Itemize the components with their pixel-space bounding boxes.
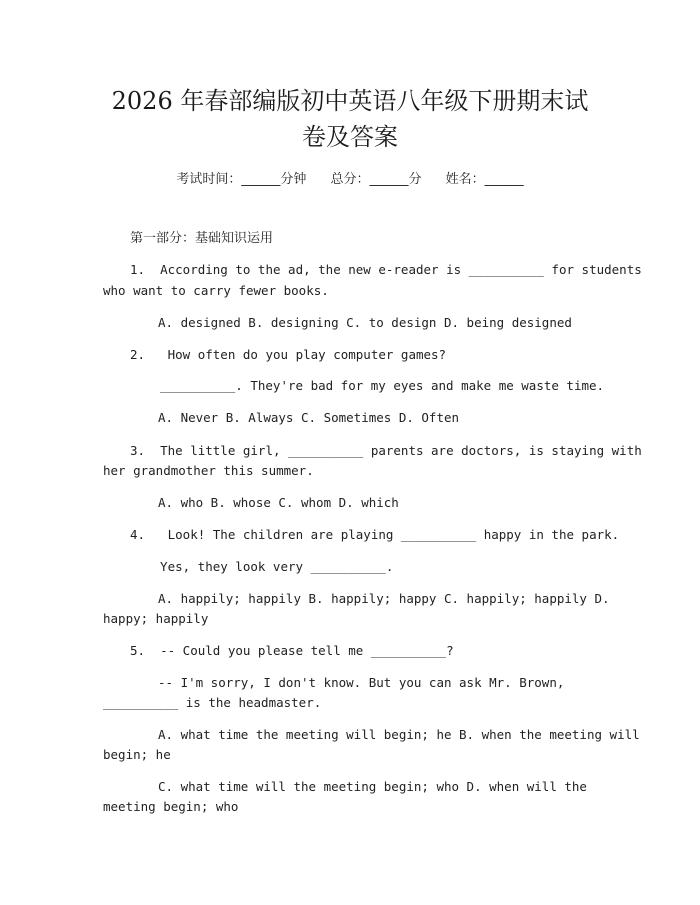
question-5-line-1: 5. -- Could you please tell me __________? [130,643,454,658]
question-1-options: A. designed B. designing C. to design D. being designed [158,315,572,330]
exam-time-field: 考试时间：______分钟 [176,172,307,187]
question-3-options: A. who B. whose C. whom D. which [158,495,399,510]
question-4-line-2: Yes, they look very __________. [145,559,394,574]
exam-score-field: 总分：______分 [330,172,422,187]
student-name-field: 姓名：______ [445,172,524,187]
section-heading: 第一部分：基础知识运用 [130,231,274,246]
exam-info-line [0,168,700,187]
question-2-options: A. Never B. Always C. Sometimes D. Often [158,410,460,425]
question-5-line-2: -- I'm sorry, I don't know. But you can ask Mr. Brown, [158,675,565,690]
exam-title-line-2: 卷及答案 [302,123,398,151]
question-3-line-2: her grandmother this summer. [103,463,314,478]
question-4-line-1: 4. Look! The children are playing __________ happy in the park. [130,527,620,542]
question-5-options-line-3: C. what time will the meeting begin; who D. when will the [158,779,587,794]
question-5-options-line-2: begin; he [103,747,171,762]
question-3-line-1: 3. The little girl, __________ parents are doctors, is staying with [130,443,642,458]
question-5-line-3: __________ is the headmaster. [103,695,322,710]
question-4-options-line-1: A. happily; happily B. happily; happy C. happily; happily D. [158,591,610,606]
question-1-line-1: 1. According to the ad, the new e-reader is __________ for students [130,262,642,277]
question-2-line-1: 2. How often do you play computer games? [130,347,447,362]
exam-title-line-1: 2026 年春部编版初中英语八年级下册期末试 [111,87,589,115]
question-4-options-line-2: happy; happily [103,611,209,626]
question-5-options-line-1: A. what time the meeting will begin; he B. when the meeting will [158,727,640,742]
question-2-line-2: __________. They're bad for my eyes and make me waste time. [145,378,605,393]
question-5-options-line-4: meeting begin; who [103,799,239,814]
question-1-line-2: who want to carry fewer books. [103,283,329,298]
